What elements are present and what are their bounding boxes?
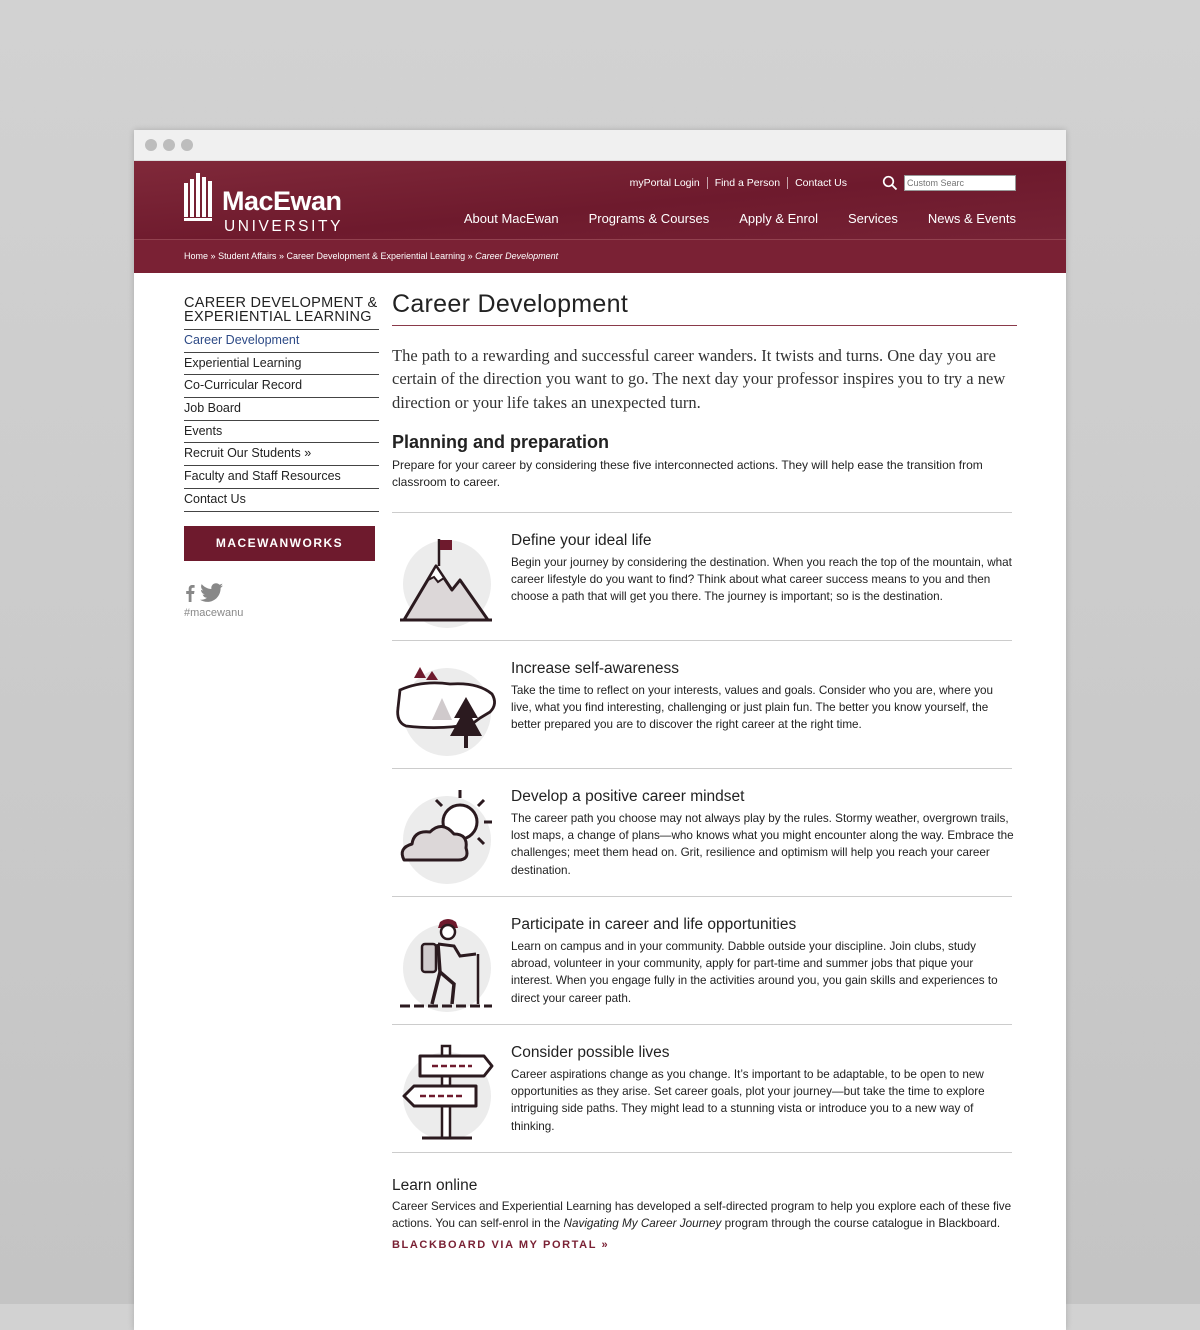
- mirror-trees-icon: [392, 652, 504, 764]
- svg-text:MacEwan: MacEwan: [222, 186, 342, 216]
- search-icon[interactable]: [882, 175, 898, 191]
- breadcrumb-home[interactable]: Home: [184, 251, 209, 261]
- sidebar-item-events[interactable]: Events: [184, 421, 379, 444]
- sidebar-menu: [184, 330, 379, 512]
- find-a-person-link[interactable]: Find a Person: [707, 177, 787, 189]
- nav-apply-enrol[interactable]: Apply & Enrol: [739, 211, 818, 226]
- svg-text:UNIVERSITY: UNIVERSITY: [224, 218, 344, 235]
- action-body: The career path you choose may not always play by the rules. Stormy weather, overgrown trails, lost maps, a change of plans—who knows what you might encounter along the way. Embrace the challenges; meet them head on. Grit, resilience and optimism will help you reach your career destination.: [511, 811, 1014, 877]
- nav-news-events[interactable]: News & Events: [927, 211, 1016, 226]
- sidebar: [184, 296, 379, 619]
- myportal-login-link[interactable]: myPortal Login: [629, 177, 700, 189]
- twitter-icon[interactable]: [200, 583, 224, 603]
- breadcrumb-separator: »: [467, 251, 473, 261]
- sidebar-item-experiential-learning[interactable]: Experiential Learning: [184, 353, 379, 376]
- utility-nav: [623, 175, 1016, 191]
- planning-heading: Planning and preparation: [392, 431, 610, 452]
- action-list: [392, 512, 1012, 1153]
- sidebar-item-career-development[interactable]: Career Development: [184, 330, 379, 353]
- chevron-right-icon: »: [601, 1238, 610, 1251]
- learn-online-heading: Learn online: [392, 1176, 478, 1194]
- nav-about-macewan[interactable]: About MacEwan: [463, 211, 559, 226]
- contact-us-link[interactable]: Contact Us: [787, 177, 854, 189]
- main-content: [392, 290, 1017, 1251]
- action-item: [392, 897, 1012, 1025]
- search-input[interactable]: [904, 175, 1016, 191]
- macewanworks-button[interactable]: MACEWANWORKS: [184, 526, 375, 561]
- hiker-icon: [392, 908, 504, 1020]
- action-title: Define your ideal life: [511, 531, 652, 549]
- breadcrumb-current: Career Development: [475, 251, 559, 261]
- action-body: Learn on campus and in your community. Dabble outside your discipline. Join clubs, study abroad, volunteer in your community, apply for part-time and summer jobs that pique your interest. When you engage fully in the activities around you, you gain skills and experiences to direct your career path.: [511, 939, 998, 1005]
- breadcrumb-student-affairs[interactable]: Student Affairs: [218, 251, 277, 261]
- action-item: [392, 1025, 1012, 1153]
- mountain-flag-icon: [392, 524, 504, 636]
- sidebar-item-job-board[interactable]: Job Board: [184, 398, 379, 421]
- window-dot-maximize[interactable]: [181, 139, 193, 151]
- blackboard-portal-link[interactable]: BLACKBOARD VIA MY PORTAL »: [392, 1238, 610, 1251]
- facebook-icon[interactable]: [184, 584, 196, 602]
- browser-chrome: [134, 130, 1066, 161]
- macewan-logo[interactable]: [182, 169, 372, 237]
- course-name: Navigating My Career Journey: [563, 1217, 722, 1231]
- planning-text: Prepare for your career by considering these five interconnected actions. They will help ease the transition from classroom to career.: [392, 457, 983, 489]
- sidebar-item-recruit-students[interactable]: Recruit Our Students »: [184, 443, 379, 466]
- sidebar-item-faculty-staff[interactable]: Faculty and Staff Resources: [184, 466, 379, 489]
- sidebar-item-contact-us[interactable]: Contact Us: [184, 489, 379, 512]
- social-links: [184, 583, 379, 603]
- sun-cloud-icon: [392, 780, 504, 892]
- action-item: [392, 769, 1012, 897]
- breadcrumb-separator: »: [210, 251, 216, 261]
- learn-online-text: Career Services and Experiential Learning has developed a self-directed program to help you explore each of these five actions. You can self-enrol in the Navigating My Career Journey program through the course catalogue in Blackboard.: [392, 1199, 1012, 1231]
- breadcrumb-career-dev-experiential[interactable]: Career Development & Experiential Learning: [286, 251, 466, 261]
- action-item: [392, 641, 1012, 769]
- sidebar-title[interactable]: CAREER DEVELOPMENT & EXPERIENTIAL LEARNING: [184, 296, 379, 330]
- action-body: Career aspirations change as you change. It’s important to be adaptable, to be open to new opportunities as they arise. Set career goals, plot your journey—but take the time to explore intriguing side paths. They might lead to a stunning vista or introduce you to a new way of thinking.: [511, 1067, 985, 1133]
- browser-window: [134, 130, 1066, 1330]
- page-title: Career Development: [392, 290, 1017, 326]
- nav-programs-courses[interactable]: Programs & Courses: [588, 211, 710, 226]
- site-header: [134, 161, 1066, 239]
- breadcrumb-separator: »: [278, 251, 284, 261]
- signpost-icon: [392, 1036, 504, 1148]
- window-dot-minimize[interactable]: [163, 139, 175, 151]
- sidebar-item-co-curricular-record[interactable]: Co-Curricular Record: [184, 375, 379, 398]
- action-title: Consider possible lives: [511, 1043, 670, 1061]
- action-body: Take the time to reflect on your interests, values and goals. Consider who you are, where you live, what you find interesting, challenging or just plain fun. The better you know yourself, the better prepared you are to discover the right career at the right time.: [511, 683, 994, 732]
- action-title: Participate in career and life opportunities: [511, 915, 797, 933]
- breadcrumb: [134, 239, 1066, 273]
- action-item: [392, 513, 1012, 641]
- intro-paragraph: The path to a rewarding and successful career wanders. It twists and turns. One day you are certain of the direction you want to go. The next day your professor inspires you to try a new direction or your life takes an unexpected turn.: [392, 346, 1006, 412]
- nav-services[interactable]: Services: [847, 211, 898, 226]
- main-nav: [434, 211, 1016, 226]
- hashtag-text[interactable]: #macewanu: [184, 606, 244, 619]
- window-dot-close[interactable]: [145, 139, 157, 151]
- action-title: Increase self-awareness: [511, 659, 679, 677]
- action-body: Begin your journey by considering the destination. When you reach the top of the mountain, what career lifestyle do you want to find? Think about what career success means to you and then choose a path that will get you there. The journey is important; so is the destination.: [511, 555, 1012, 604]
- action-title: Develop a positive career mindset: [511, 787, 745, 805]
